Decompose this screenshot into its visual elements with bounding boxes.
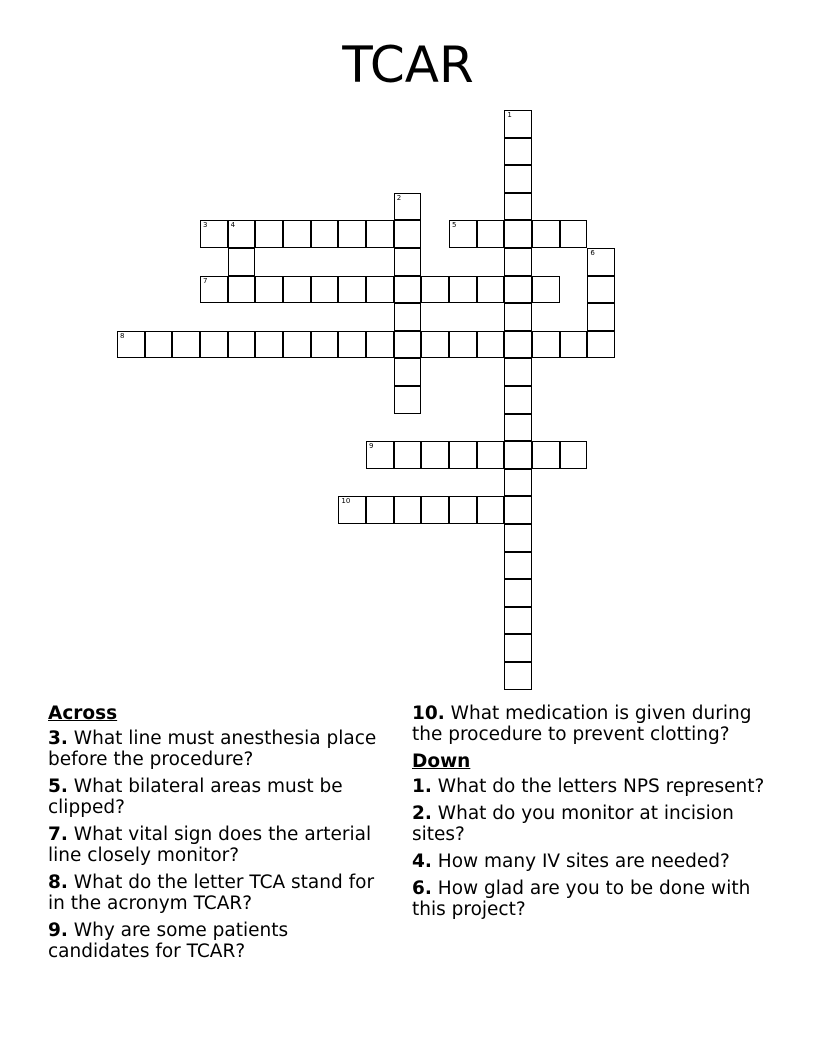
grid-cell[interactable] [504, 524, 532, 552]
grid-cell[interactable] [394, 220, 422, 248]
grid-cell[interactable] [504, 607, 532, 635]
grid-cell[interactable] [587, 331, 615, 359]
grid-cell[interactable] [504, 579, 532, 607]
grid-cell[interactable] [366, 441, 394, 469]
grid-cell[interactable] [477, 496, 505, 524]
grid-cell[interactable] [394, 276, 422, 304]
grid-cell[interactable] [145, 331, 173, 359]
grid-cell[interactable] [449, 496, 477, 524]
clue [412, 803, 772, 845]
clue-number: 1. [412, 776, 432, 797]
grid-cell[interactable] [532, 441, 560, 469]
clue-number: 9. [48, 920, 68, 941]
grid-cell[interactable] [366, 276, 394, 304]
grid-cell[interactable] [504, 386, 532, 414]
clues-right-column [412, 703, 772, 926]
clue-number: 5. [48, 776, 68, 797]
grid-cell[interactable] [283, 220, 311, 248]
grid-cell[interactable] [504, 496, 532, 524]
grid-cell[interactable] [477, 331, 505, 359]
grid-cell[interactable] [587, 248, 615, 276]
grid-cell[interactable] [394, 358, 422, 386]
grid-cell[interactable] [532, 331, 560, 359]
grid-cell[interactable] [560, 331, 588, 359]
clue-text: What vital sign does the arterial line closely monitor? [48, 824, 372, 866]
grid-cell[interactable] [560, 441, 588, 469]
cell-number: 6 [590, 249, 595, 257]
clue-number: 10. [412, 703, 445, 724]
grid-cell[interactable] [255, 276, 283, 304]
clue-number: 8. [48, 872, 68, 893]
clue-text: How glad are you to be done with this project? [412, 878, 751, 920]
grid-cell[interactable] [311, 276, 339, 304]
grid-cell[interactable] [504, 193, 532, 221]
cell-number: 4 [230, 221, 236, 230]
clue-text: What bilateral areas must be clipped? [48, 776, 343, 818]
clue [48, 776, 393, 818]
cell-number: 5 [452, 221, 457, 230]
grid-cell[interactable] [338, 220, 366, 248]
grid-cell[interactable] [587, 276, 615, 304]
grid-cell[interactable] [311, 220, 339, 248]
clue-number: 4. [412, 851, 432, 872]
grid-cell[interactable] [560, 220, 588, 248]
grid-cell[interactable] [394, 248, 422, 276]
grid-cell[interactable] [504, 276, 532, 304]
down-heading: Down [412, 751, 471, 772]
grid-cell[interactable] [394, 496, 422, 524]
grid-cell[interactable] [366, 220, 394, 248]
grid-cell[interactable] [504, 165, 532, 193]
clue-text: What line must anesthesia place before the procedure? [48, 728, 377, 770]
grid-cell[interactable] [394, 386, 422, 414]
clue [412, 878, 772, 920]
grid-cell[interactable] [421, 331, 449, 359]
grid-cell[interactable] [366, 331, 394, 359]
grid-cell[interactable] [394, 441, 422, 469]
grid-cell[interactable] [228, 248, 256, 276]
grid-cell[interactable] [255, 220, 283, 248]
grid-cell[interactable] [477, 276, 505, 304]
grid-cell[interactable] [200, 331, 228, 359]
grid-cell[interactable] [228, 276, 256, 304]
clue-text: How many IV sites are needed? [437, 851, 730, 872]
cell-number: 7 [203, 276, 208, 285]
clue [48, 920, 393, 962]
clues-left-column [48, 703, 393, 968]
clue-number: 7. [48, 824, 68, 845]
grid-cell[interactable] [587, 303, 615, 331]
grid-cell[interactable] [366, 496, 394, 524]
grid-cell[interactable] [532, 276, 560, 304]
clue-text: What do you monitor at incision sites? [412, 803, 734, 845]
grid-cell[interactable] [504, 303, 532, 331]
grid-cell[interactable] [504, 248, 532, 276]
grid-cell[interactable] [421, 441, 449, 469]
grid-cell[interactable] [477, 220, 505, 248]
grid-cell[interactable] [394, 303, 422, 331]
grid-cell[interactable] [200, 276, 228, 304]
clue-number: 6. [412, 878, 432, 899]
clue-text: Why are some patients candidates for TCAR? [48, 920, 289, 962]
clue [412, 703, 772, 745]
grid-cell[interactable] [504, 331, 532, 359]
grid-cell[interactable] [532, 220, 560, 248]
cell-number: 3 [203, 221, 208, 230]
grid-cell[interactable] [228, 220, 256, 248]
clue [48, 824, 393, 866]
clue [48, 728, 393, 770]
puzzle-title: TCAR [342, 36, 474, 94]
grid-cell[interactable] [504, 441, 532, 469]
clue-number: 2. [412, 803, 432, 824]
cell-number: 9 [369, 442, 374, 451]
grid-cell[interactable] [504, 634, 532, 662]
grid-cell[interactable] [228, 331, 256, 359]
grid-cell[interactable] [394, 331, 422, 359]
grid-cell[interactable] [421, 496, 449, 524]
grid-cell[interactable] [338, 276, 366, 304]
grid-cell[interactable] [283, 331, 311, 359]
grid-cell[interactable] [504, 220, 532, 248]
across-heading: Across [48, 703, 118, 724]
grid-cell[interactable] [504, 662, 532, 690]
cell-number: 2 [396, 193, 402, 202]
grid-cell[interactable] [449, 276, 477, 304]
clue [48, 872, 393, 914]
grid-cell[interactable] [421, 276, 449, 304]
grid-cell[interactable] [338, 496, 366, 524]
grid-cell[interactable] [338, 331, 366, 359]
grid-cell[interactable] [504, 469, 532, 497]
grid-cell[interactable] [172, 331, 200, 359]
grid-cell[interactable] [504, 138, 532, 166]
grid-cell[interactable] [117, 331, 145, 359]
clue-text: What medication is given during the procedure to prevent clotting? [412, 703, 752, 745]
grid-cell[interactable] [504, 110, 532, 138]
cell-number: 10 [341, 497, 351, 506]
clue-text: What do the letter TCA stand for in the acronym TCAR? [48, 872, 375, 914]
grid-cell[interactable] [449, 441, 477, 469]
clue [412, 851, 772, 872]
grid-cell[interactable] [477, 441, 505, 469]
grid-cell[interactable] [200, 220, 228, 248]
cell-number: 8 [120, 331, 125, 340]
grid-cell[interactable] [504, 414, 532, 442]
grid-cell[interactable] [255, 331, 283, 359]
clue-number: 3. [48, 728, 68, 749]
grid-cell[interactable] [283, 276, 311, 304]
clue-text: What do the letters NPS represent? [437, 776, 765, 797]
grid-cell[interactable] [449, 220, 477, 248]
grid-cell[interactable] [504, 358, 532, 386]
grid-cell[interactable] [311, 331, 339, 359]
clue [412, 776, 772, 797]
grid-cell[interactable] [394, 193, 422, 221]
grid-cell[interactable] [449, 331, 477, 359]
grid-cell[interactable] [504, 552, 532, 580]
cell-number: 1 [507, 111, 512, 119]
